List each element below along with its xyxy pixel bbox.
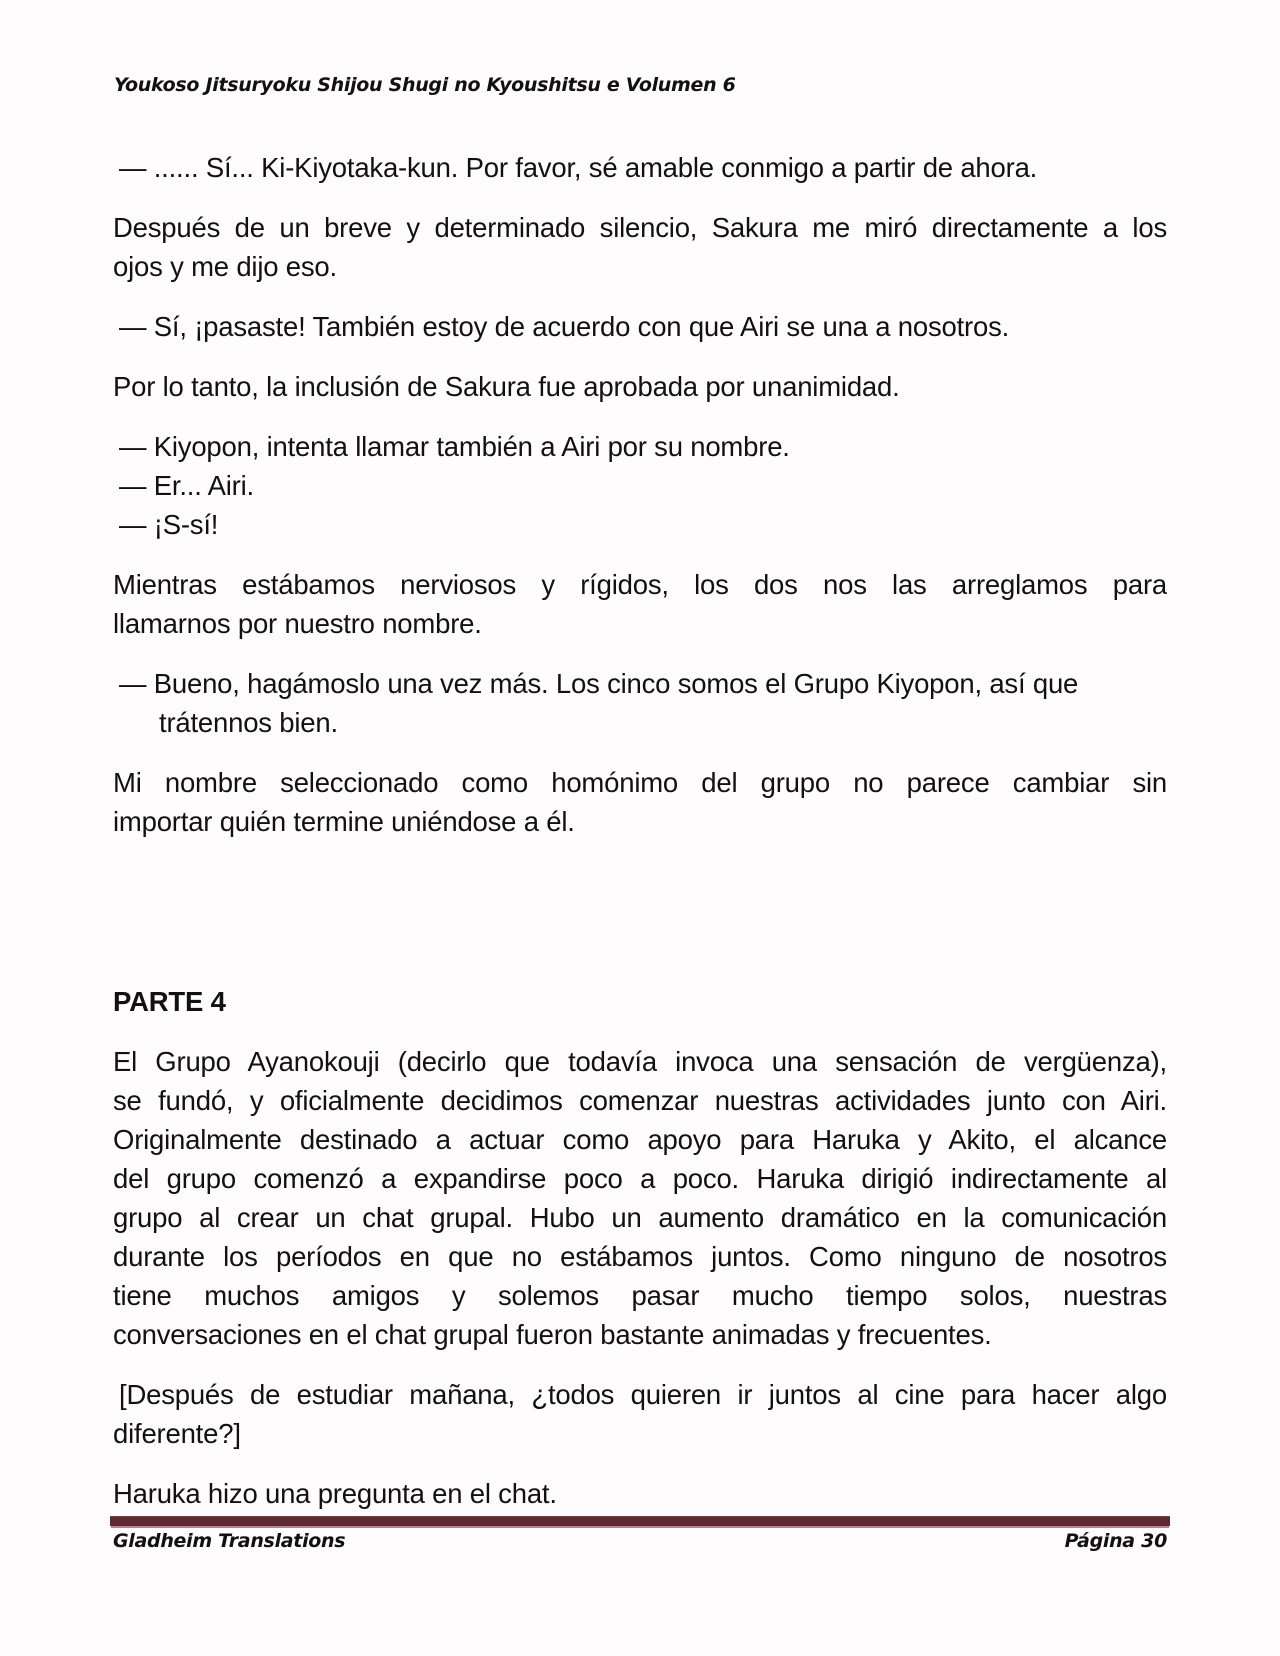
page-body (113, 148, 1167, 1513)
paragraph-line: Por lo tanto, la inclusión de Sakura fue aprobada por unanimidad. (113, 371, 900, 402)
dialogue-line: — Er... Airi. (119, 470, 254, 501)
section-heading: PARTE 4 (113, 986, 226, 1017)
dialogue-line: — ¡S-sí! (119, 509, 219, 540)
paragraph-line: Después de un breve y determinado silencio, Sakura me miró directamente a los (113, 212, 1167, 243)
paragraph-line: llamarnos por nuestro nombre. (113, 608, 482, 639)
paragraph-line: durante los períodos en que no estábamos juntos. Como ninguno de nosotros (113, 1241, 1167, 1272)
dialogue-line: trátennos bien. (159, 707, 338, 738)
paragraph-line: Mi nombre seleccionado como homónimo del grupo no parece cambiar sin (113, 767, 1167, 798)
dialogue-line: — Bueno, hagámoslo una vez más. Los cinco somos el Grupo Kiyopon, así que (119, 668, 1079, 699)
footer-divider (110, 1516, 1170, 1526)
dialogue-line: — ...... Sí... Ki-Kiyotaka-kun. Por favor, sé amable conmigo a partir de ahora. (119, 152, 1038, 183)
chat-message-line: diferente?] (113, 1418, 241, 1449)
paragraph-line: Haruka hizo una pregunta en el chat. (113, 1478, 557, 1509)
chat-message-line: [Después de estudiar mañana, ¿todos quieren ir juntos al cine para hacer algo (119, 1379, 1167, 1410)
paragraph-line: ojos y me dijo eso. (113, 251, 337, 282)
paragraph-line: conversaciones en el chat grupal fueron bastante animadas y frecuentes. (113, 1319, 992, 1350)
paragraph-line: grupo al crear un chat grupal. Hubo un aumento dramático en la comunicación (113, 1202, 1167, 1233)
paragraph-line: se fundó, y oficialmente decidimos comenzar nuestras actividades junto con Airi. (113, 1085, 1167, 1116)
paragraph-line: Mientras estábamos nerviosos y rígidos, los dos nos las arreglamos para (113, 569, 1167, 600)
paragraph-line: del grupo comenzó a expandirse poco a poco. Haruka dirigió indirectamente al (113, 1163, 1167, 1194)
footer-translator: Gladheim Translations (113, 1530, 346, 1552)
paragraph-line: Originalmente destinado a actuar como apoyo para Haruka y Akito, el alcance (113, 1124, 1167, 1155)
dialogue-line: — Kiyopon, intenta llamar también a Airi por su nombre. (119, 431, 790, 462)
paragraph-line: importar quién termine uniéndose a él. (113, 806, 575, 837)
paragraph-line: El Grupo Ayanokouji (decirlo que todavía invoca una sensación de vergüenza), (113, 1046, 1167, 1077)
dialogue-line: — Sí, ¡pasaste! También estoy de acuerdo con que Airi se una a nosotros. (119, 311, 1010, 342)
page-footer (113, 1530, 1167, 1552)
page-number: Página 30 (1064, 1530, 1167, 1552)
running-header: Youkoso Jitsuryoku Shijou Shugi no Kyoushitsu e Volumen 6 (114, 74, 736, 96)
paragraph-line: tiene muchos amigos y solemos pasar mucho tiempo solos, nuestras (113, 1280, 1167, 1311)
